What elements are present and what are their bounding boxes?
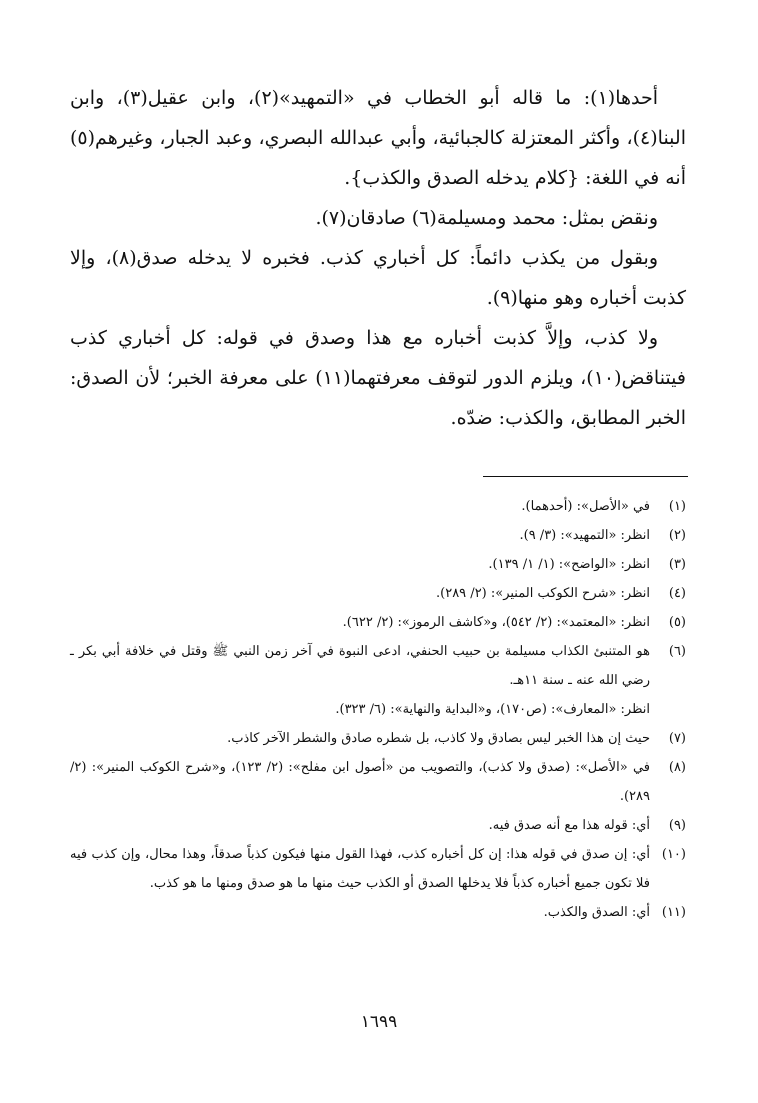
footnote-number: (٨): [668, 760, 686, 775]
footnote-text: [70, 579, 650, 608]
footnote-number: (٩): [668, 818, 686, 833]
footnote-line: أي: الصدق والكذب.: [543, 905, 650, 920]
footnote-line: انظر: «التمهيد»: (٣/ ٩).: [519, 528, 650, 543]
footnote: [70, 840, 686, 898]
footnote: [70, 521, 686, 550]
footnote: [70, 637, 686, 724]
footnote-line: أي: إن صدق في قوله هذا: إن كل أخباره كذب، فهذا القول منها فيكون كذباً صدقاً، وهذا محال، وإن كذب فيه فلا تكون جميع أخباره كذباً فلا يدخلها الصدق أو الكذب حيث منها ما هو صدق ومنها ما هو كذب.: [70, 847, 650, 891]
footnote-line: انظر: «الواضح»: (١/ ١/ ١٣٩).: [488, 557, 650, 572]
footnote: [70, 898, 686, 927]
footnote: [70, 550, 686, 579]
footnote: [70, 811, 686, 840]
footnote-line: في «الأصل»: (صدق ولا كذب)، والتصويب من «أصول ابن مفلح»: (٢/ ١٢٣)، و«شرح الكوكب المنير»: (٢/ ٢٨٩).: [70, 760, 651, 804]
footnote-text: [70, 492, 650, 521]
footnote-text: [70, 811, 650, 840]
paragraph: وبقول من يكذب دائماً: كل أخباري كذب. فخبره لا يدخله صدق(٨)، وإلا كذبت أخباره وهو منها(٩).: [70, 247, 686, 309]
footnote-number: (٥): [668, 615, 686, 630]
footnotes: [70, 492, 686, 927]
paragraph: أحدها(١): ما قاله أبو الخطاب في «التمهيد»(٢)، وابن عقيل(٣)، وابن البنا(٤)، وأكثر المعتزلة كالجبائية، وأبي عبدالله البصري، وعبد الجبار، وغيرهم(٥) أنه في اللغة: {كلام يدخله الصدق والكذب}.: [70, 87, 686, 189]
footnote: [70, 492, 686, 521]
footnote-text: [70, 637, 650, 724]
footnote-number: (٤): [668, 586, 686, 601]
footnote-text: [70, 550, 650, 579]
footnote: [70, 724, 686, 753]
footnote-line: حيث إن هذا الخبر ليس بصادق ولا كاذب، بل شطره صادق والشطر الآخر كاذب.: [227, 731, 650, 746]
main-text: [70, 78, 686, 438]
paragraph: ونقض بمثل: محمد ومسيلمة(٦) صادقان(٧).: [315, 207, 658, 229]
footnote-text: [70, 753, 650, 811]
footnote-line: انظر: «المعتمد»: (٢/ ٥٤٢)، و«كاشف الرموز»: (٢/ ٦٢٢).: [342, 615, 650, 630]
page-number: ١٦٩٩: [360, 1012, 398, 1032]
paragraph: ولا كذب، وإلاَّ كذبت أخباره مع هذا وصدق في قوله: كل أخباري كذب فيتناقض(١٠)، ويلزم الدور لتوقف معرفتهما(١١) على معرفة الخبر؛ لأن الصدق: الخبر المطابق، والكذب: ضدّه.: [70, 327, 686, 429]
footnote-text: [70, 608, 650, 637]
footnote-line: أي: قوله هذا مع أنه صدق فيه.: [488, 818, 650, 833]
footnote-line: هو المتنبئ الكذاب مسيلمة بن حبيب الحنفي، ادعى النبوة في آخر زمن النبي ﷺ وقتل في خلافة أبي بكر ـ رضي الله عنه ـ سنة ١١هـ.: [70, 644, 650, 688]
footnote-number: (٢): [668, 528, 686, 543]
footnote-number: (١٠): [661, 847, 686, 862]
footnote-divider: [483, 476, 688, 477]
footnote-line: انظر: «المعارف»: (ص١٧٠)، و«البداية والنهاية»: (٦/ ٣٢٣).: [335, 702, 650, 717]
footnote-text: [70, 840, 650, 898]
footnote: [70, 579, 686, 608]
footnote-number: (٦): [668, 644, 686, 659]
footnote-line: انظر: «شرح الكوكب المنير»: (٢/ ٢٨٩).: [436, 586, 650, 601]
footnote-number: (١١): [661, 905, 686, 920]
footnote-text: [70, 521, 650, 550]
footnote: [70, 608, 686, 637]
footnote-text: [70, 898, 650, 927]
footnote-number: (١): [668, 499, 686, 514]
footnote-number: (٧): [668, 731, 686, 746]
footnote-text: [70, 724, 650, 753]
footnote-line: في «الأصل»: (أحدهما).: [521, 499, 650, 514]
footnote-number: (٣): [668, 557, 686, 572]
footnote: [70, 753, 686, 811]
